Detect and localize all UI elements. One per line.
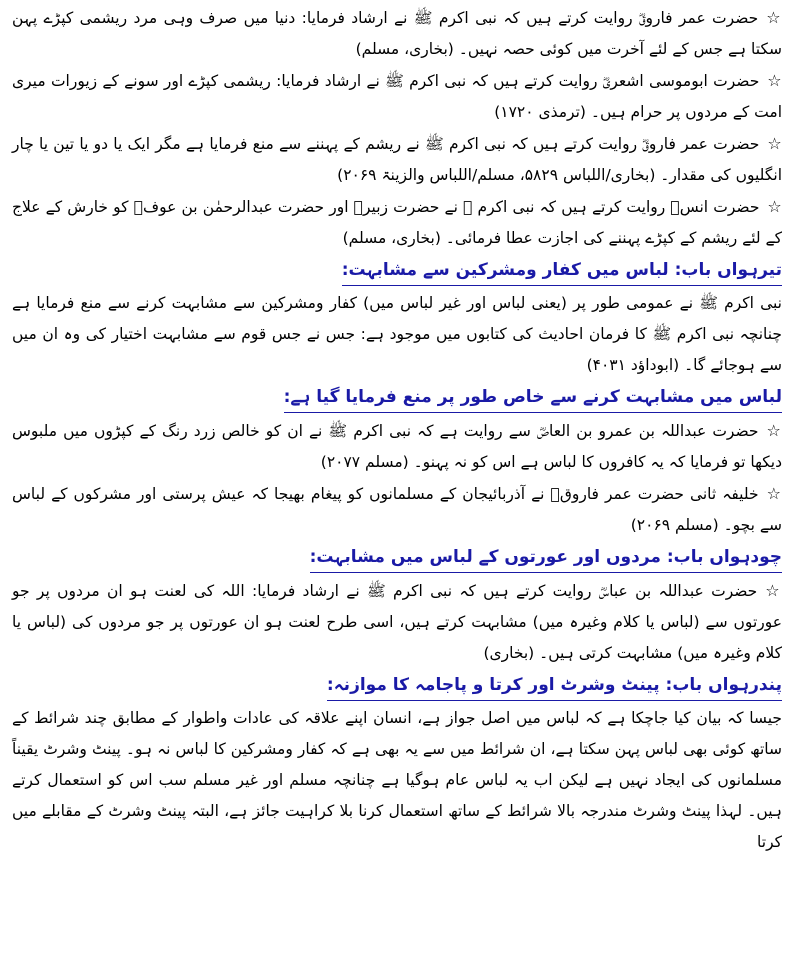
paragraph-text: حضرت عمر فاروقؓ روایت کرتے ہیں کہ نبی اکرم ﷺ نے ارشاد فرمایا: دنیا میں صرف وہی مرد ریشمی کپڑے پہن سکتا ہے جس کے لئے آخرت میں کوئی حصہ نہیں۔ (بخاری، مسلم): [12, 9, 782, 58]
paragraph-text: خلیفہ ثانی حضرت عمر فاروقؓ نے آذربائیجان کے مسلمانوں کو پیغام بھیجا کہ عیش پرستی اور مشرکوں کے لباس سے بچو۔ (مسلم ۲۰۶۹): [12, 485, 782, 534]
body-paragraph: [12, 703, 782, 858]
hadith-paragraph: [12, 65, 782, 128]
section-heading: پندرہواں باب: پینٹ وشرٹ اور کرتا و پاجامہ کا موازنہ:: [327, 670, 782, 701]
section-heading-wrap: [12, 382, 782, 413]
star-bullet-icon: ☆: [767, 71, 782, 90]
star-bullet-icon: ☆: [766, 421, 782, 440]
hadith-paragraph: [12, 2, 782, 65]
hadith-paragraph: [12, 478, 782, 541]
paragraph-text: نبی اکرم ﷺ نے عمومی طور پر (یعنی لباس اور غیر لباس میں) کفار ومشرکین سے مشابہت کرنے سے منع فرمایا ہے چنانچہ نبی اکرم ﷺ کا فرمان احادیث کی کتابوں میں موجود ہے: جس نے جس قوم سے مشابہت اختیار کی وہ ان میں سے ہوجائے گا۔ (ابوداؤد ۴۰۳۱): [12, 294, 782, 374]
section-heading-wrap: [12, 542, 782, 573]
paragraph-text: جیسا کہ بیان کیا جاچکا ہے کہ لباس میں اصل جواز ہے، انسان اپنے علاقہ کی عادات واطوار کے مطابق چند شرائط کے ساتھ کوئی بھی لباس پہن سکتا ہے، ان شرائط میں سے یہ بھی ہے کہ کفار ومشرکین کا لباس نہ ہو۔ پینٹ وشرٹ یقیناً مسلمانوں کی ایجاد نہیں ہے لیکن اب یہ لباس عام ہوگیا ہے چنانچہ مسلم اور غیر مسلم سب اس کو استعمال کرتے ہیں۔ لہذا پینٹ وشرٹ مندرجہ بالا شرائط کے ساتھ استعمال کرنا بلا کراہیت جائز ہے، البتہ پینٹ وشرٹ کے مقابلے میں کرتا: [12, 709, 782, 851]
paragraph-text: حضرت ابوموسی اشعریؓ روایت کرتے ہیں کہ نبی اکرم ﷺ نے ارشاد فرمایا: ریشمی کپڑے اور سونے کے زیورات میری امت کے مردوں پر حرام ہیں۔ (ترمذی ۱۷۲۰): [12, 72, 782, 121]
paragraph-text: حضرت انسؓ روایت کرتے ہیں کہ نبی اکرم ﷺ نے حضرت زبیرؓ اور حضرت عبدالرحمٰن بن عوفؓ کو خارش کے علاج کے لئے ریشم کے کپڑے پہننے کی اجازت عطا فرمائی۔ (بخاری، مسلم): [12, 198, 782, 247]
hadith-paragraph: [12, 575, 782, 669]
star-bullet-icon: ☆: [766, 8, 782, 27]
star-bullet-icon: ☆: [767, 197, 783, 216]
paragraph-text: حضرت عبداللہ بن عباسؓ روایت کرتے ہیں کہ نبی اکرم ﷺ نے ارشاد فرمایا: اللہ کی لعنت ہو ان مردوں پر جو عورتوں سے (لباس یا کلام وغیرہ میں) مشابہت کرتے ہیں، اسی طرح لعنت ہو ان عورتوں پر جو مردوں کی (لباس یا کلام وغیرہ میں) مشابہت کرتی ہیں۔ (بخاری): [12, 582, 782, 662]
section-heading-wrap: [12, 255, 782, 286]
star-bullet-icon: ☆: [767, 134, 783, 153]
section-heading: چودہواں باب: مردوں اور عورتوں کے لباس میں مشابہت:: [310, 542, 782, 573]
body-paragraph: [12, 288, 782, 381]
star-bullet-icon: ☆: [765, 581, 783, 600]
section-heading-wrap: [12, 670, 782, 701]
paragraph-text: حضرت عبداللہ بن عمرو بن العاصؓ سے روایت ہے کہ نبی اکرم ﷺ نے ان کو خالص زرد رنگ کے کپڑوں میں ملبوس دیکھا تو فرمایا کہ یہ کافروں کا لباس ہے اس کو نہ پہنو۔ (مسلم ۲۰۷۷): [12, 422, 782, 471]
hadith-paragraph: [12, 191, 782, 254]
hadith-paragraph: [12, 128, 782, 191]
hadith-paragraph: [12, 415, 782, 478]
section-heading: لباس میں مشابہت کرنے سے خاص طور پر منع فرمایا گیا ہے:: [284, 382, 782, 413]
star-bullet-icon: ☆: [766, 484, 783, 503]
section-heading: تیرہواں باب: لباس میں کفار ومشرکین سے مشابہت:: [342, 255, 782, 286]
paragraph-text: حضرت عمر فاروقؓ روایت کرتے ہیں کہ نبی اکرم ﷺ نے ریشم کے پہننے سے منع فرمایا ہے مگر ایک یا دو یا تین یا چار انگلیوں کی مقدار۔ (بخاری/اللباس ۵۸۲۹، مسلم/اللباس والزینۃ ۲۰۶۹): [12, 135, 782, 184]
